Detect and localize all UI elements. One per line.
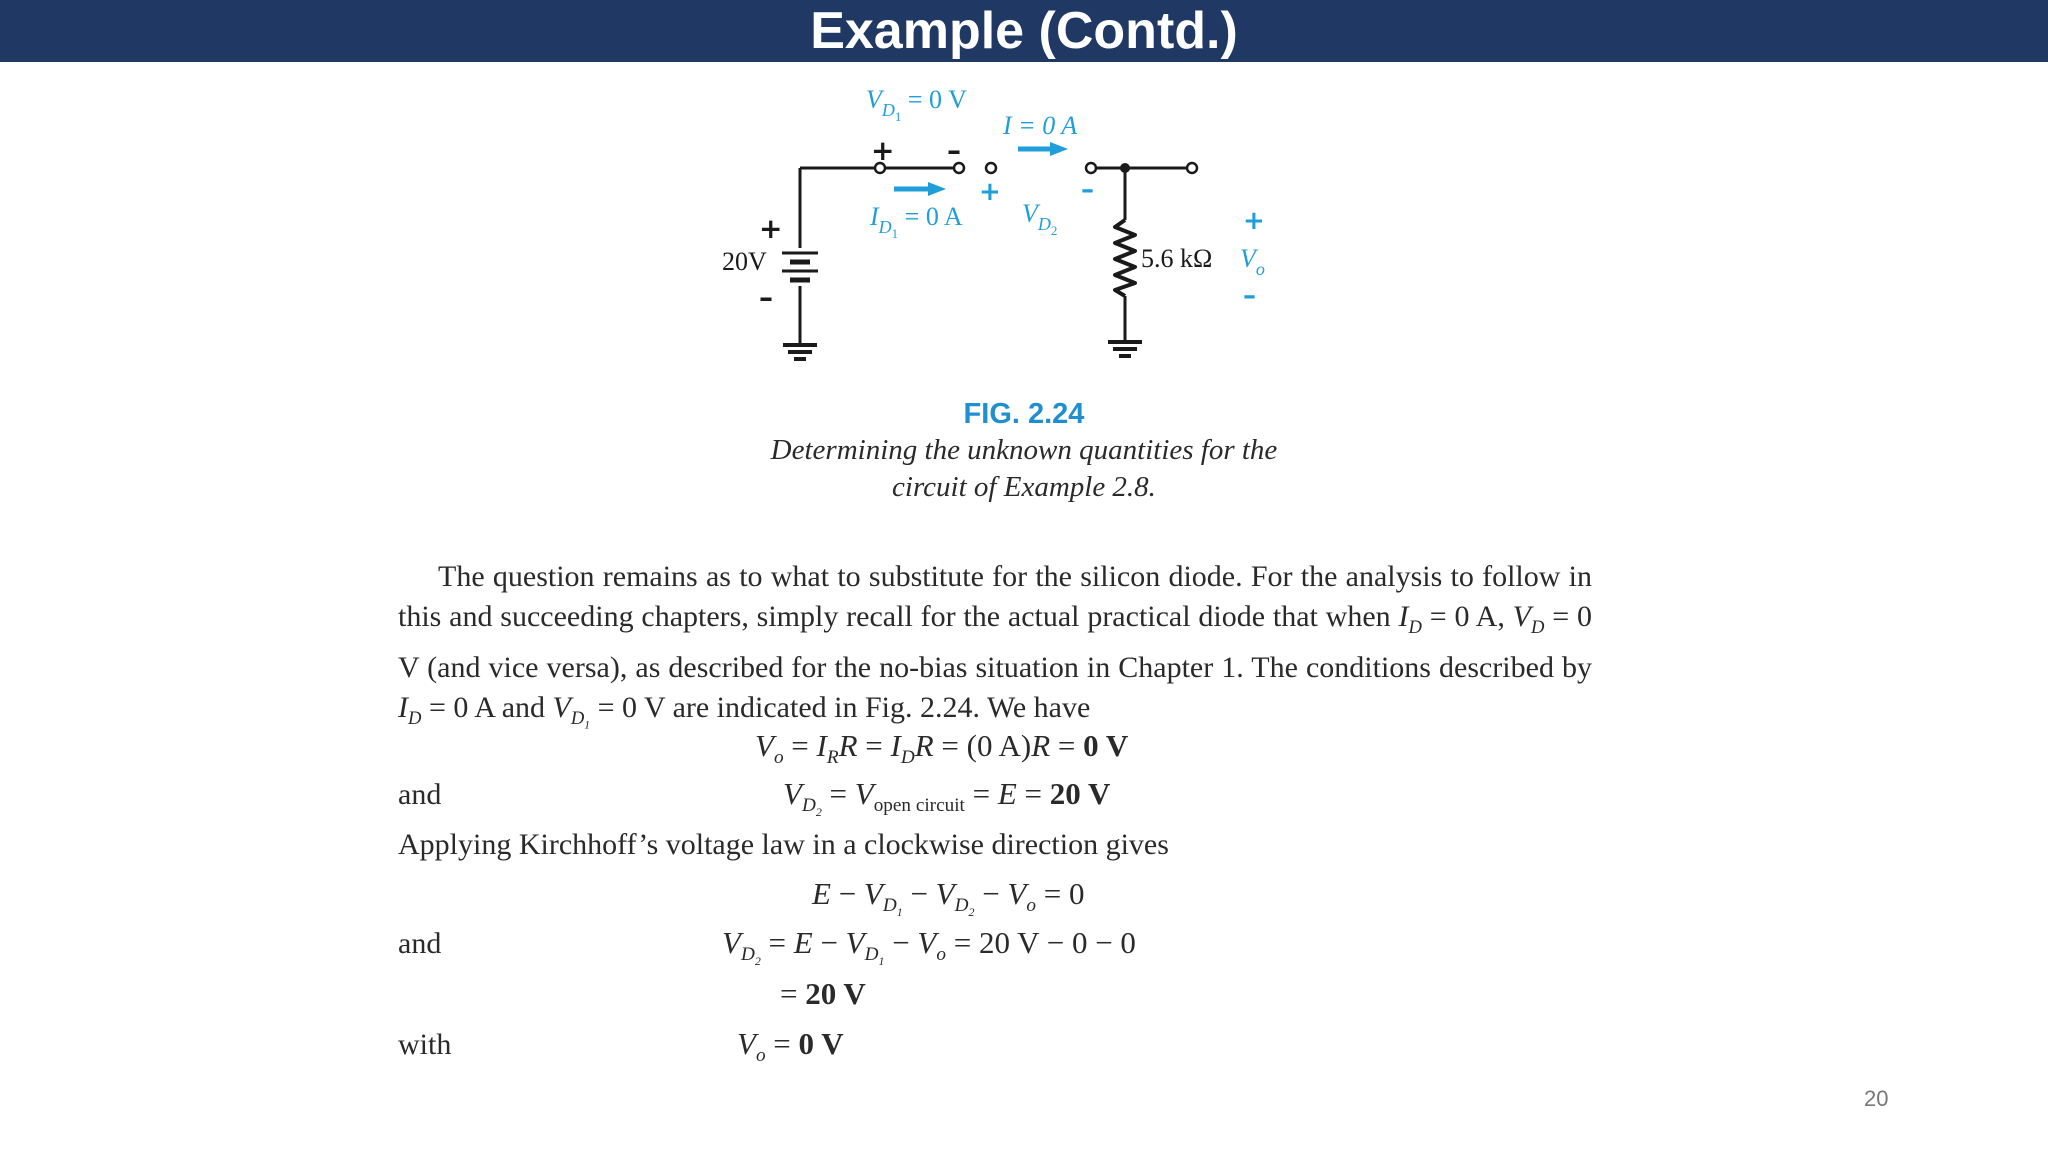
label-with: with xyxy=(398,1028,452,1061)
vd2-plus: + xyxy=(979,177,1001,207)
resistor-value-label: 5.6 kΩ xyxy=(1141,244,1213,273)
vd1-plus: + xyxy=(871,134,895,167)
ground-symbol-left xyxy=(783,345,817,359)
label-and-2: and xyxy=(398,927,442,960)
equation-vo: $V_o = I_RR = I_DR = (0$ A)R = 0 V xyxy=(755,728,1129,769)
resistor-symbol xyxy=(1115,220,1135,296)
equation-vd2-solve: $V_{D_2} = E - V_{D_1} - V_o = 20$ V − 0 − 0 xyxy=(722,925,1136,969)
vd2-minus: – xyxy=(1081,175,1094,205)
figure-caption-line2: circuit of Example 2.8. xyxy=(892,471,1156,503)
kvl-intro: Applying Kirchhoff’s voltage law in a clockwise direction gives xyxy=(398,828,1169,861)
battery-symbol xyxy=(782,253,818,280)
equation-vd2-open: $V_{D_2} = V_{open circuit} = E = 20$ V xyxy=(783,776,1111,820)
equation-vo-result: $V_o = 0$ V xyxy=(737,1026,844,1067)
source-plus: + xyxy=(759,212,783,245)
vo-plus: + xyxy=(1243,206,1265,236)
label-and-1: and xyxy=(398,778,442,811)
analysis-paragraph: The question remains as to what to substitute for the silicon diode. For the analysis to follow in this and succeeding chapters, simply recall for the actual practical diode that when $I_D = 0$ A, $V_D = 0$ V (and vice versa), as described for the no-bias situation in Chapter 1. The conditions described by $I_D = 0$ A and $V_{D_1} = 0$ V are indicated in Fig. 2.24. We have xyxy=(398,560,1593,732)
vd2-label: $V_D2$ xyxy=(1022,199,1058,238)
page-number: 20 xyxy=(1864,1086,1889,1111)
vo-minus: – xyxy=(1243,281,1256,311)
slide-title: Example (Contd.) xyxy=(810,2,1238,60)
vd1-minus: – xyxy=(947,134,961,167)
ground-symbol-right xyxy=(1108,342,1142,356)
id1-label: $I_D1 = 0$ A xyxy=(870,202,963,241)
figure-label: FIG. 2.24 xyxy=(963,398,1085,430)
current-label: I = 0 A xyxy=(1003,111,1078,140)
figure-caption-line1: Determining the unknown quantities for the xyxy=(770,434,1278,466)
equation-kvl: $E - V_{D_1} - V_{D_2} - V_o = 0$ xyxy=(812,876,1085,920)
source-minus: – xyxy=(759,281,773,314)
vo-label: $V_o$ xyxy=(1240,244,1265,279)
equation-vd2-result: = 20 V xyxy=(780,976,866,1011)
junction-dot xyxy=(1120,163,1130,173)
circuit-diagram xyxy=(0,0,2048,400)
vd1-label: $V_D1 = 0$ V xyxy=(866,85,967,124)
source-voltage-label: 20V xyxy=(722,247,767,276)
